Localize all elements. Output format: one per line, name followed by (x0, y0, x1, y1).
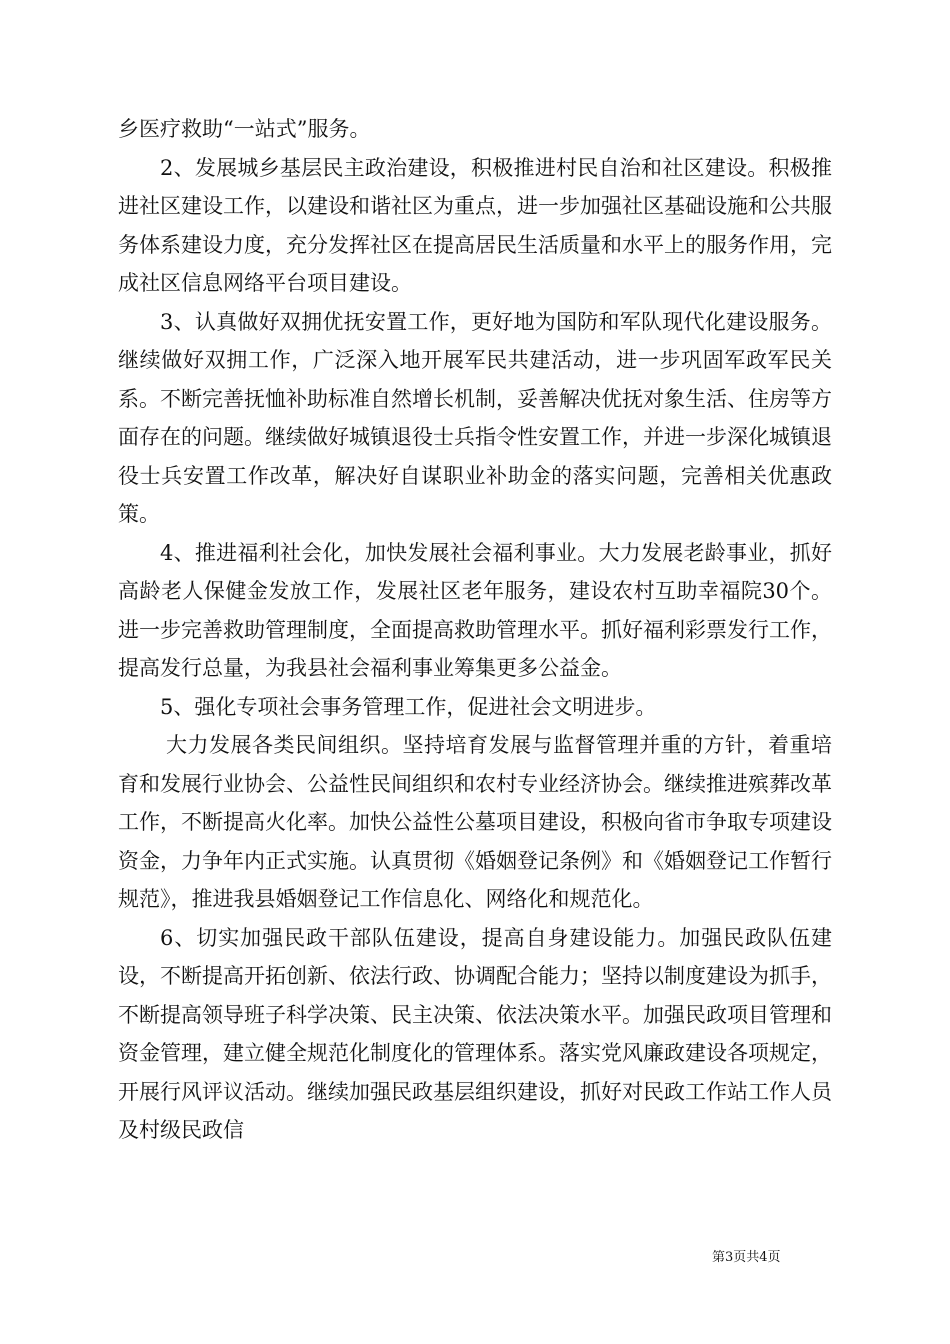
page-number: 第3页共4页 (712, 1250, 781, 1265)
paragraph-item-3: 3、认真做好双拥优抚安置工作，更好地为国防和军队现代化建设服务。继续做好双拥工作，广泛深入地开展军民共建活动，进一步巩固军政军民关系。不断完善抚恤补助标准自然增长机制，妥善解决优抚对象生活、住房等方面存在的问题。继续做好城镇退役士兵指令性安置工作，并进一步深化城镇退役士兵安置工作改革，解决好自谋职业补助金的落实问题，完善相关优惠政策。 (118, 309, 832, 526)
paragraph-item-4: 4、推进福利社会化，加快发展社会福利事业。大力发展老龄事业，抓好高龄老人保健金发放工作，发展社区老年服务，建设农村互助幸福院30个。进一步完善救助管理制度，全面提高救助管理水平。抓好福利彩票发行工作，提高发行总量，为我县社会福利事业筹集更多公益金。 (118, 540, 832, 680)
paragraph-item-2: 2、发展城乡基层民主政治建设，积极推进村民自治和社区建设。积极推进社区建设工作，以建设和谐社区为重点，进一步加强社区基础设施和公共服务体系建设力度，充分发挥社区在提高居民生活质量和水平上的服务作用，完成社区信息网络平台项目建设。 (118, 155, 832, 295)
paragraph-item-5: 5、强化专项社会事务管理工作，促进社会文明进步。 (160, 694, 657, 719)
paragraph-item-5-detail: 大力发展各类民间组织。坚持培育发展与监督管理并重的方针，着重培育和发展行业协会、公益性民间组织和农村专业经济协会。继续推进殡葬改革工作，不断提高火化率。加快公益性公墓项目建设，积极向省市争取专项建设资金，力争年内正式实施。认真贯彻《婚姻登记条例》和《婚姻登记工作暂行规范》，推进我县婚姻登记工作信息化、网络化和规范化。 (118, 733, 832, 911)
paragraph-item-6: 6、切实加强民政干部队伍建设，提高自身建设能力。加强民政队伍建设，不断提高开拓创新、依法行政、协调配合能力；坚持以制度建设为抓手，不断提高领导班子科学决策、民主决策、依法决策水平。加强民政项目管理和资金管理，建立健全规范化制度化的管理体系。落实党风廉政建设各项规定，开展行风评议活动。继续加强民政基层组织建设，抓好对民政工作站工作人员及村级民政信 (118, 925, 832, 1142)
document-body (118, 110, 832, 1150)
paragraph-continuation: 乡医疗救助“一站式”服务。 (118, 117, 371, 141)
